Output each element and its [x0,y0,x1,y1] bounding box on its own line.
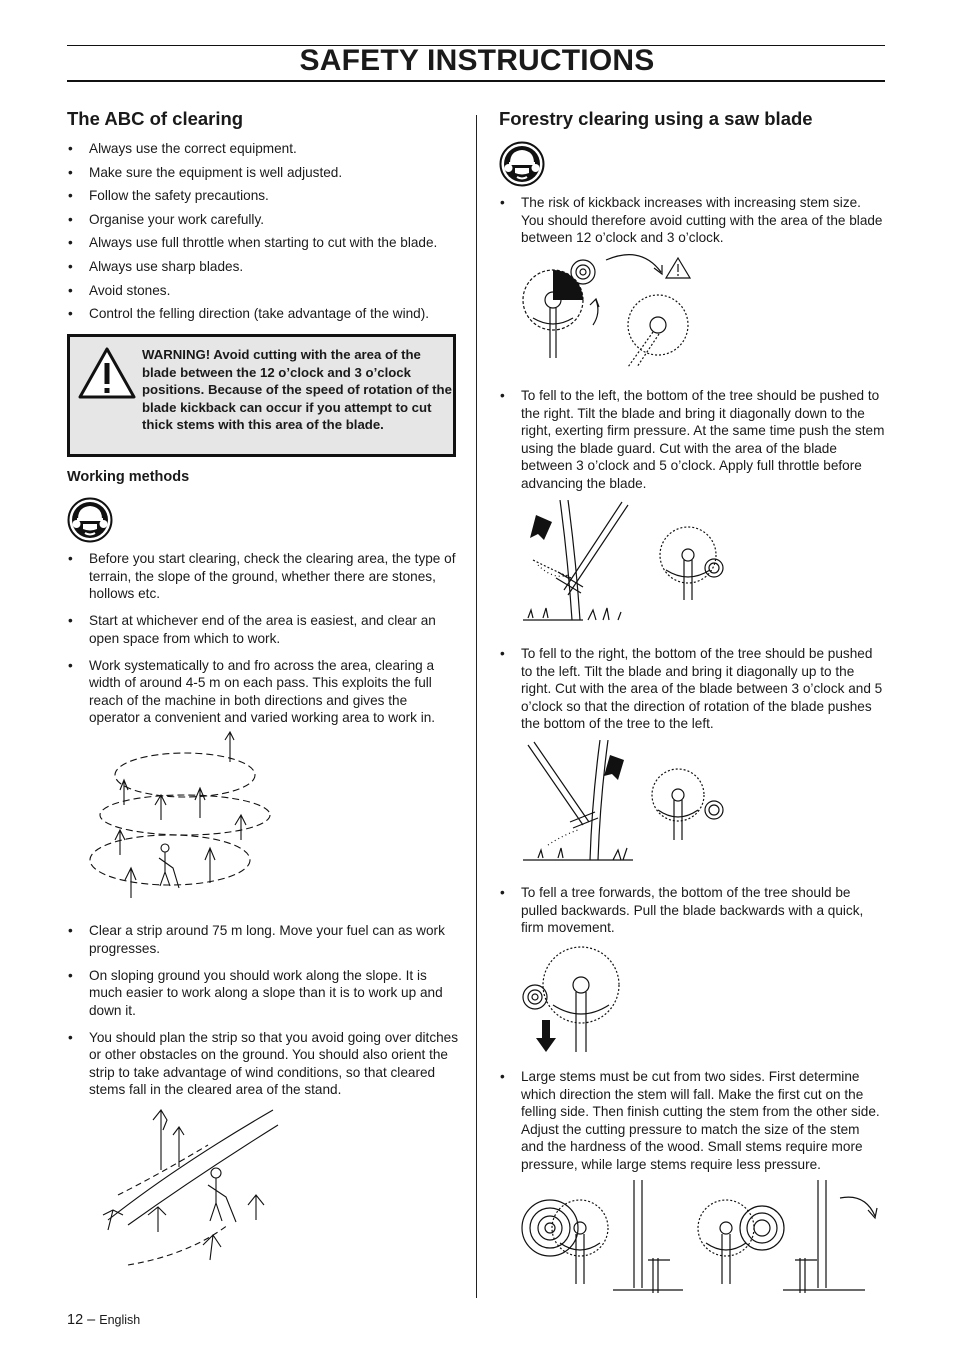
language-label: English [99,1313,141,1327]
list-item: • Start at whichever end of the area is easiest, and clear an open space from which to work. [67,612,459,647]
header-rule-bottom [67,80,885,82]
large-stems-illustration [518,1178,880,1296]
slope-clearing-illustration [88,1105,283,1295]
list-item: • To fell to the left, the bottom of the tree should be pushed to the right. Tilt the blade and bring it diagonally down to the right, exerting firm pressure. At the same time push the stem using the blade guard. Cut with the area of the blade between 3 o’clock and 5 o’clock. Apply full throttle before advancing the blade. [499,387,885,492]
list-item: • The risk of kickback increases with increasing stem size. You should therefore avoid cutting with the area of the blade between 12 o’clock and 3 o’clock. [499,194,885,247]
protective-equipment-icon [67,497,113,543]
left-column [67,108,457,329]
list-item: • Before you start clearing, check the clearing area, the type of terrain, the slope of the ground, whether there are stones, hollows etc. [67,550,459,603]
forestry-heading: Forestry clearing using a saw blade [499,108,813,129]
list-item: • Make sure the equipment is well adjusted. [67,164,457,182]
list-item: • On sloping ground you should work along the slope. It is much easier to work along a slope than it is to work up and down it. [67,967,459,1020]
warning-icon [78,347,136,399]
list-item: • To fell to the right, the bottom of the tree should be pushed to the left. Tilt the blade and bring it diagonally up to the right. Cut with the area of the blade between 3 o’clock and 5 o’clock so that the direction of rotation of the blade pushes the bottom of the tree to the left. [499,645,885,733]
clearing-pattern-illustration [85,730,285,905]
fell-right-illustration [518,740,728,868]
list-item: • Avoid stones. [67,282,457,300]
protective-equipment-icon [499,141,545,187]
list-item: • Clear a strip around 75 m long. Move your fuel can as work progresses. [67,922,459,957]
kickback-illustration [518,250,698,370]
fell-left-illustration [518,500,728,628]
working-methods-list [67,550,459,736]
fell-forward-list [499,884,885,937]
list-item: • To fell a tree forwards, the bottom of the tree should be pulled backwards. Pull the blade backwards with a quick, firm movement. [499,884,885,937]
list-item: • Follow the safety precautions. [67,187,457,205]
abc-list [67,140,457,323]
list-item: • Always use full throttle when starting to cut with the blade. [67,234,457,252]
page-title: SAFETY INSTRUCTIONS [299,44,655,77]
column-divider [476,115,477,1298]
list-item: • Organise your work carefully. [67,211,457,229]
working-methods-list-2 [67,922,459,1108]
warning-box [67,334,456,457]
abc-heading: The ABC of clearing [67,108,244,129]
warning-text: WARNING! Avoid cutting with the area of the blade between the 12 o’clock and 3 o’clock positions. Because of the speed of rotation of the blade kickback can occur if you attempt to cut thick stems with this area of the blade. [142,347,452,433]
kickback-list [499,194,885,247]
list-item: • Control the felling direction (take advantage of the wind). [67,305,457,323]
fell-forward-illustration [518,940,628,1055]
list-item: • Work systematically to and fro across the area, clearing a width of around 4-5 m on each pass. This exploits the full reach of the machine in both directions and gives the operator a convenient and varied working area to work in. [67,657,459,727]
page-footer [67,1312,140,1328]
list-item: • You should plan the strip so that you avoid going over ditches or other obstacles on the ground. You should also orient the strip to take advantage of wind conditions, so that cleared stems fall in the cleared area of the stand. [67,1029,459,1099]
list-item: • Large stems must be cut from two sides. First determine which direction the stem will fall. Make the first cut on the felling side. Then finish cutting the stem from the other side. Adjust the cutting pressure to match the size of the stem and the hardness of the wood. Small stems require more pressure, while large stems require less pressure. [499,1068,885,1173]
list-item: • Always use sharp blades. [67,258,457,276]
large-stems-list [499,1068,885,1173]
fell-right-list [499,645,885,733]
fell-left-list [499,387,885,492]
working-methods-heading: Working methods [67,469,190,485]
page-number: 12 – [67,1312,96,1328]
list-item: • Always use the correct equipment. [67,140,457,158]
